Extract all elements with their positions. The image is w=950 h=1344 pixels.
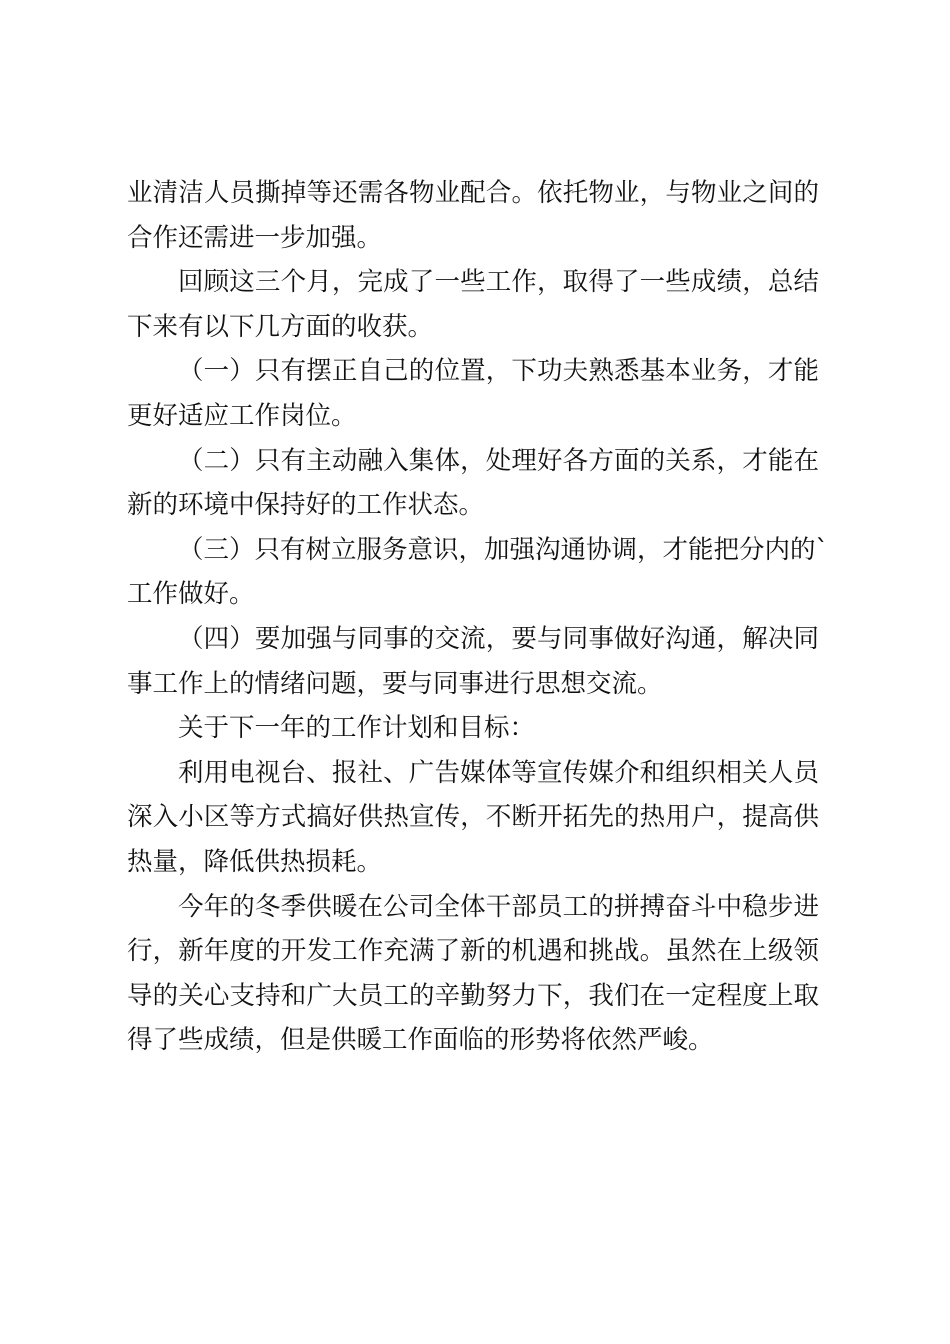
text-line: 合作还需进一步加强。 — [127, 222, 383, 253]
paragraph-5 — [127, 528, 829, 617]
text-line: 得了些成绩，但是供暖工作面临的形势将依然严峻。 — [127, 1025, 714, 1056]
document-body — [127, 171, 829, 1063]
text-line: 关于下一年的工作计划和目标： — [178, 713, 536, 744]
text-line: （三）只有树立服务意识，加强沟通协调，才能把分内的` — [178, 534, 829, 565]
text-line: 行，新年度的开发工作充满了新的机遇和挑战。虽然在上级领 — [127, 936, 819, 967]
text-line: （二）只有主动融入集体，处理好各方面的关系，才能在 — [178, 445, 819, 476]
paragraph-1 — [127, 171, 819, 260]
text-line: 更好适应工作岗位。 — [127, 400, 357, 431]
text-line: 下来有以下几方面的收获。 — [127, 311, 434, 342]
paragraph-3 — [127, 349, 819, 438]
paragraph-8 — [127, 751, 819, 885]
text-line: 新的环境中保持好的工作状态。 — [127, 490, 485, 521]
paragraph-9 — [127, 885, 819, 1063]
paragraph-4 — [127, 439, 819, 528]
text-line: （一）只有摆正自己的位置，下功夫熟悉基本业务，才能 — [178, 356, 819, 387]
text-line: （四）要加强与同事的交流，要与同事做好沟通，解决同 — [178, 623, 819, 654]
text-line: 热量，降低供热损耗。 — [127, 846, 383, 877]
text-line: 利用电视台、报社、广告媒体等宣传媒介和组织相关人员 — [178, 757, 819, 788]
text-line: 导的关心支持和广大员工的辛勤努力下，我们在一定程度上取 — [127, 980, 819, 1011]
text-line: 回顾这三个月，完成了一些工作，取得了一些成绩，总结 — [178, 267, 819, 298]
text-line: 今年的冬季供暖在公司全体干部员工的拼搏奋斗中稳步进 — [178, 891, 819, 922]
text-line: 业清洁人员撕掉等还需各物业配合。依托物业，与物业之间的 — [127, 178, 819, 208]
paragraph-7 — [127, 706, 819, 751]
text-line: 事工作上的情绪问题，要与同事进行思想交流。 — [127, 668, 663, 699]
paragraph-2 — [127, 260, 819, 349]
paragraph-6 — [127, 617, 819, 706]
text-line: 工作做好。 — [127, 579, 255, 610]
text-line: 深入小区等方式搞好供热宣传，不断开拓先的热用户，提高供 — [127, 802, 819, 833]
